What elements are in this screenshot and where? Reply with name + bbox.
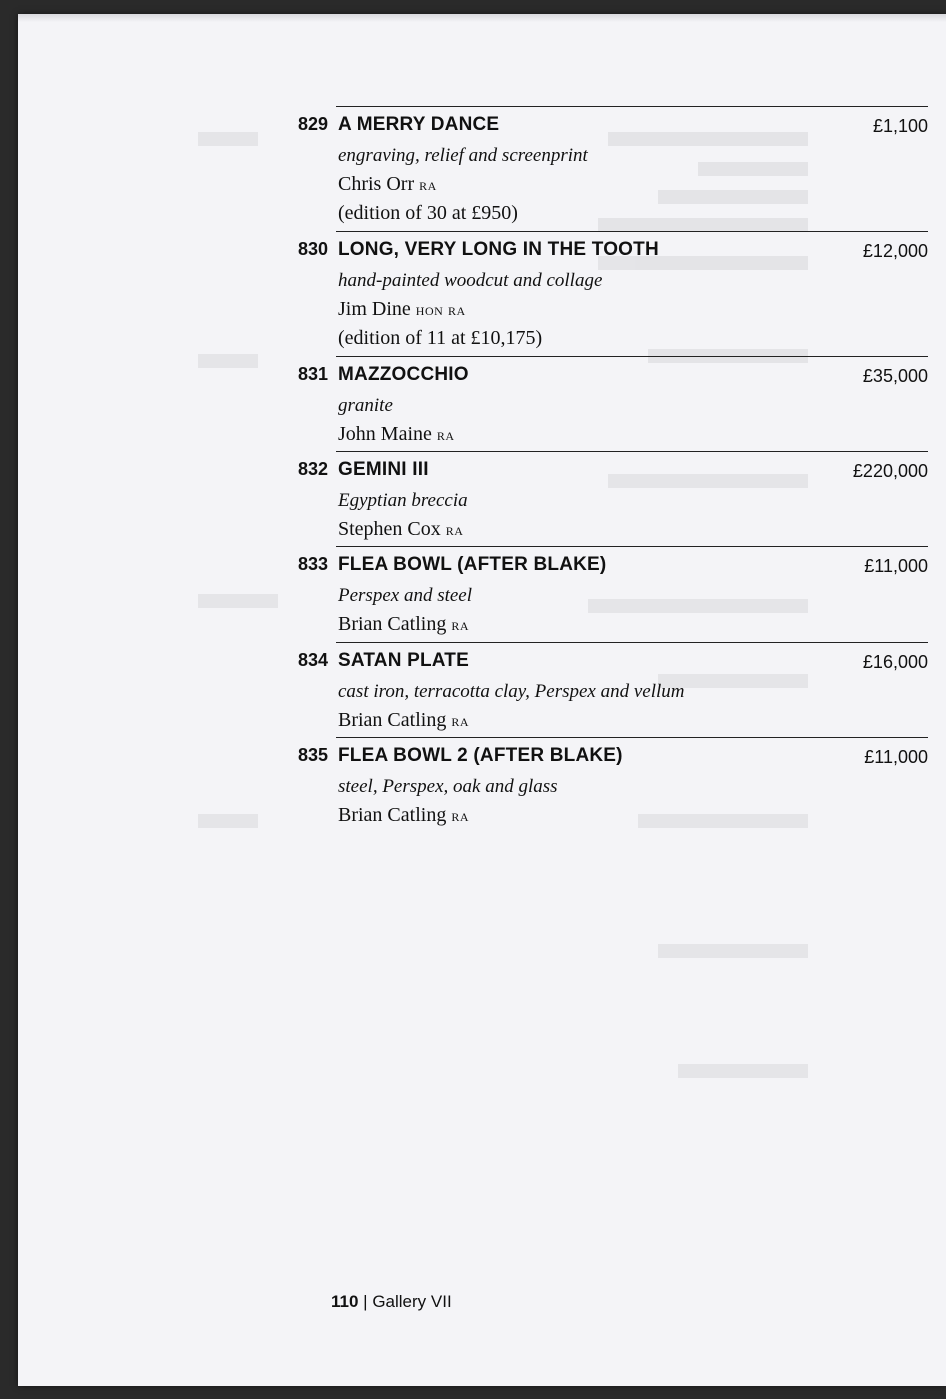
entry-number: 835 <box>297 745 328 765</box>
entry-artist: Jim Dine <box>338 298 411 320</box>
entry-artist-line <box>338 515 468 544</box>
entry-price: £12,000 <box>862 241 928 261</box>
catalogue-page <box>18 14 946 1386</box>
entry-medium: Perspex and steel <box>338 585 473 606</box>
entry-edition: (edition of 11 at £10,175) <box>338 327 543 349</box>
page-number: 110 <box>331 1292 359 1311</box>
entry-artist-suffix: ra <box>419 175 437 194</box>
entry-divider <box>336 642 928 643</box>
entry-number: 833 <box>297 554 328 574</box>
entry-medium: granite <box>338 395 393 416</box>
entry-price: £35,000 <box>862 366 928 386</box>
entry-title: GEMINI III <box>338 459 429 480</box>
entry-artist-suffix: ra <box>445 520 464 539</box>
entry-number: 829 <box>297 114 328 134</box>
entry-artist: Brian Catling <box>338 709 447 731</box>
footer-separator: | <box>358 1292 373 1311</box>
entry-price: £11,000 <box>864 556 928 576</box>
entry-medium: engraving, relief and screenprint <box>338 145 588 166</box>
entry-price: £220,000 <box>852 461 928 481</box>
entry-price: £16,000 <box>862 652 928 672</box>
entry-artist: John Maine <box>338 423 432 445</box>
entry-artist-line <box>338 801 558 830</box>
entry-artist: Brian Catling <box>338 613 447 635</box>
page-edge <box>18 14 946 22</box>
entry-title: FLEA BOWL (AFTER BLAKE) <box>338 554 607 575</box>
entry-artist-suffix: ra <box>451 615 469 634</box>
entry-number: 830 <box>297 239 328 259</box>
entry-title: SATAN PLATE <box>338 650 469 671</box>
entry-artist-suffix: hon ra <box>415 300 466 319</box>
entry-medium: steel, Perspex, oak and glass <box>338 776 558 797</box>
entry-number: 832 <box>297 459 328 479</box>
entry-divider <box>336 106 928 107</box>
entry-artist-line <box>338 610 472 639</box>
entry-price: £1,100 <box>872 116 928 136</box>
entry-number: 834 <box>297 650 328 670</box>
entry-artist: Stephen Cox <box>338 518 441 540</box>
entry-divider <box>336 737 928 738</box>
section-name: Gallery VII <box>372 1292 452 1311</box>
entry-divider <box>336 451 928 452</box>
entry-artist-suffix: ra <box>451 806 469 825</box>
entry-number: 831 <box>297 364 328 384</box>
entry-artist-line <box>338 706 685 735</box>
entry-divider <box>336 356 928 357</box>
entry-divider <box>336 546 928 547</box>
page-footer <box>331 1292 452 1312</box>
entry-artist-line <box>338 295 602 324</box>
entry-edition: (edition of 30 at £950) <box>338 202 518 224</box>
entry-title: A MERRY DANCE <box>338 114 500 135</box>
entry-medium: Egyptian breccia <box>338 490 468 511</box>
entry-artist-line <box>338 420 455 449</box>
entry-price: £11,000 <box>864 747 928 767</box>
entry-medium: hand-painted woodcut and collage <box>338 270 603 291</box>
entry-medium: cast iron, terracotta clay, Perspex and vellum <box>338 681 685 702</box>
entry-artist-suffix: ra <box>436 425 455 444</box>
entry-artist-suffix: ra <box>451 711 469 730</box>
entry-artist: Chris Orr <box>338 173 415 195</box>
entry-divider <box>336 231 928 232</box>
entry-title: LONG, VERY LONG IN THE TOOTH <box>338 239 659 260</box>
entry-title: FLEA BOWL 2 (AFTER BLAKE) <box>338 745 623 766</box>
entry-artist: Brian Catling <box>338 804 447 826</box>
entry-artist-line <box>338 170 588 199</box>
entry-title: MAZZOCCHIO <box>338 364 469 385</box>
